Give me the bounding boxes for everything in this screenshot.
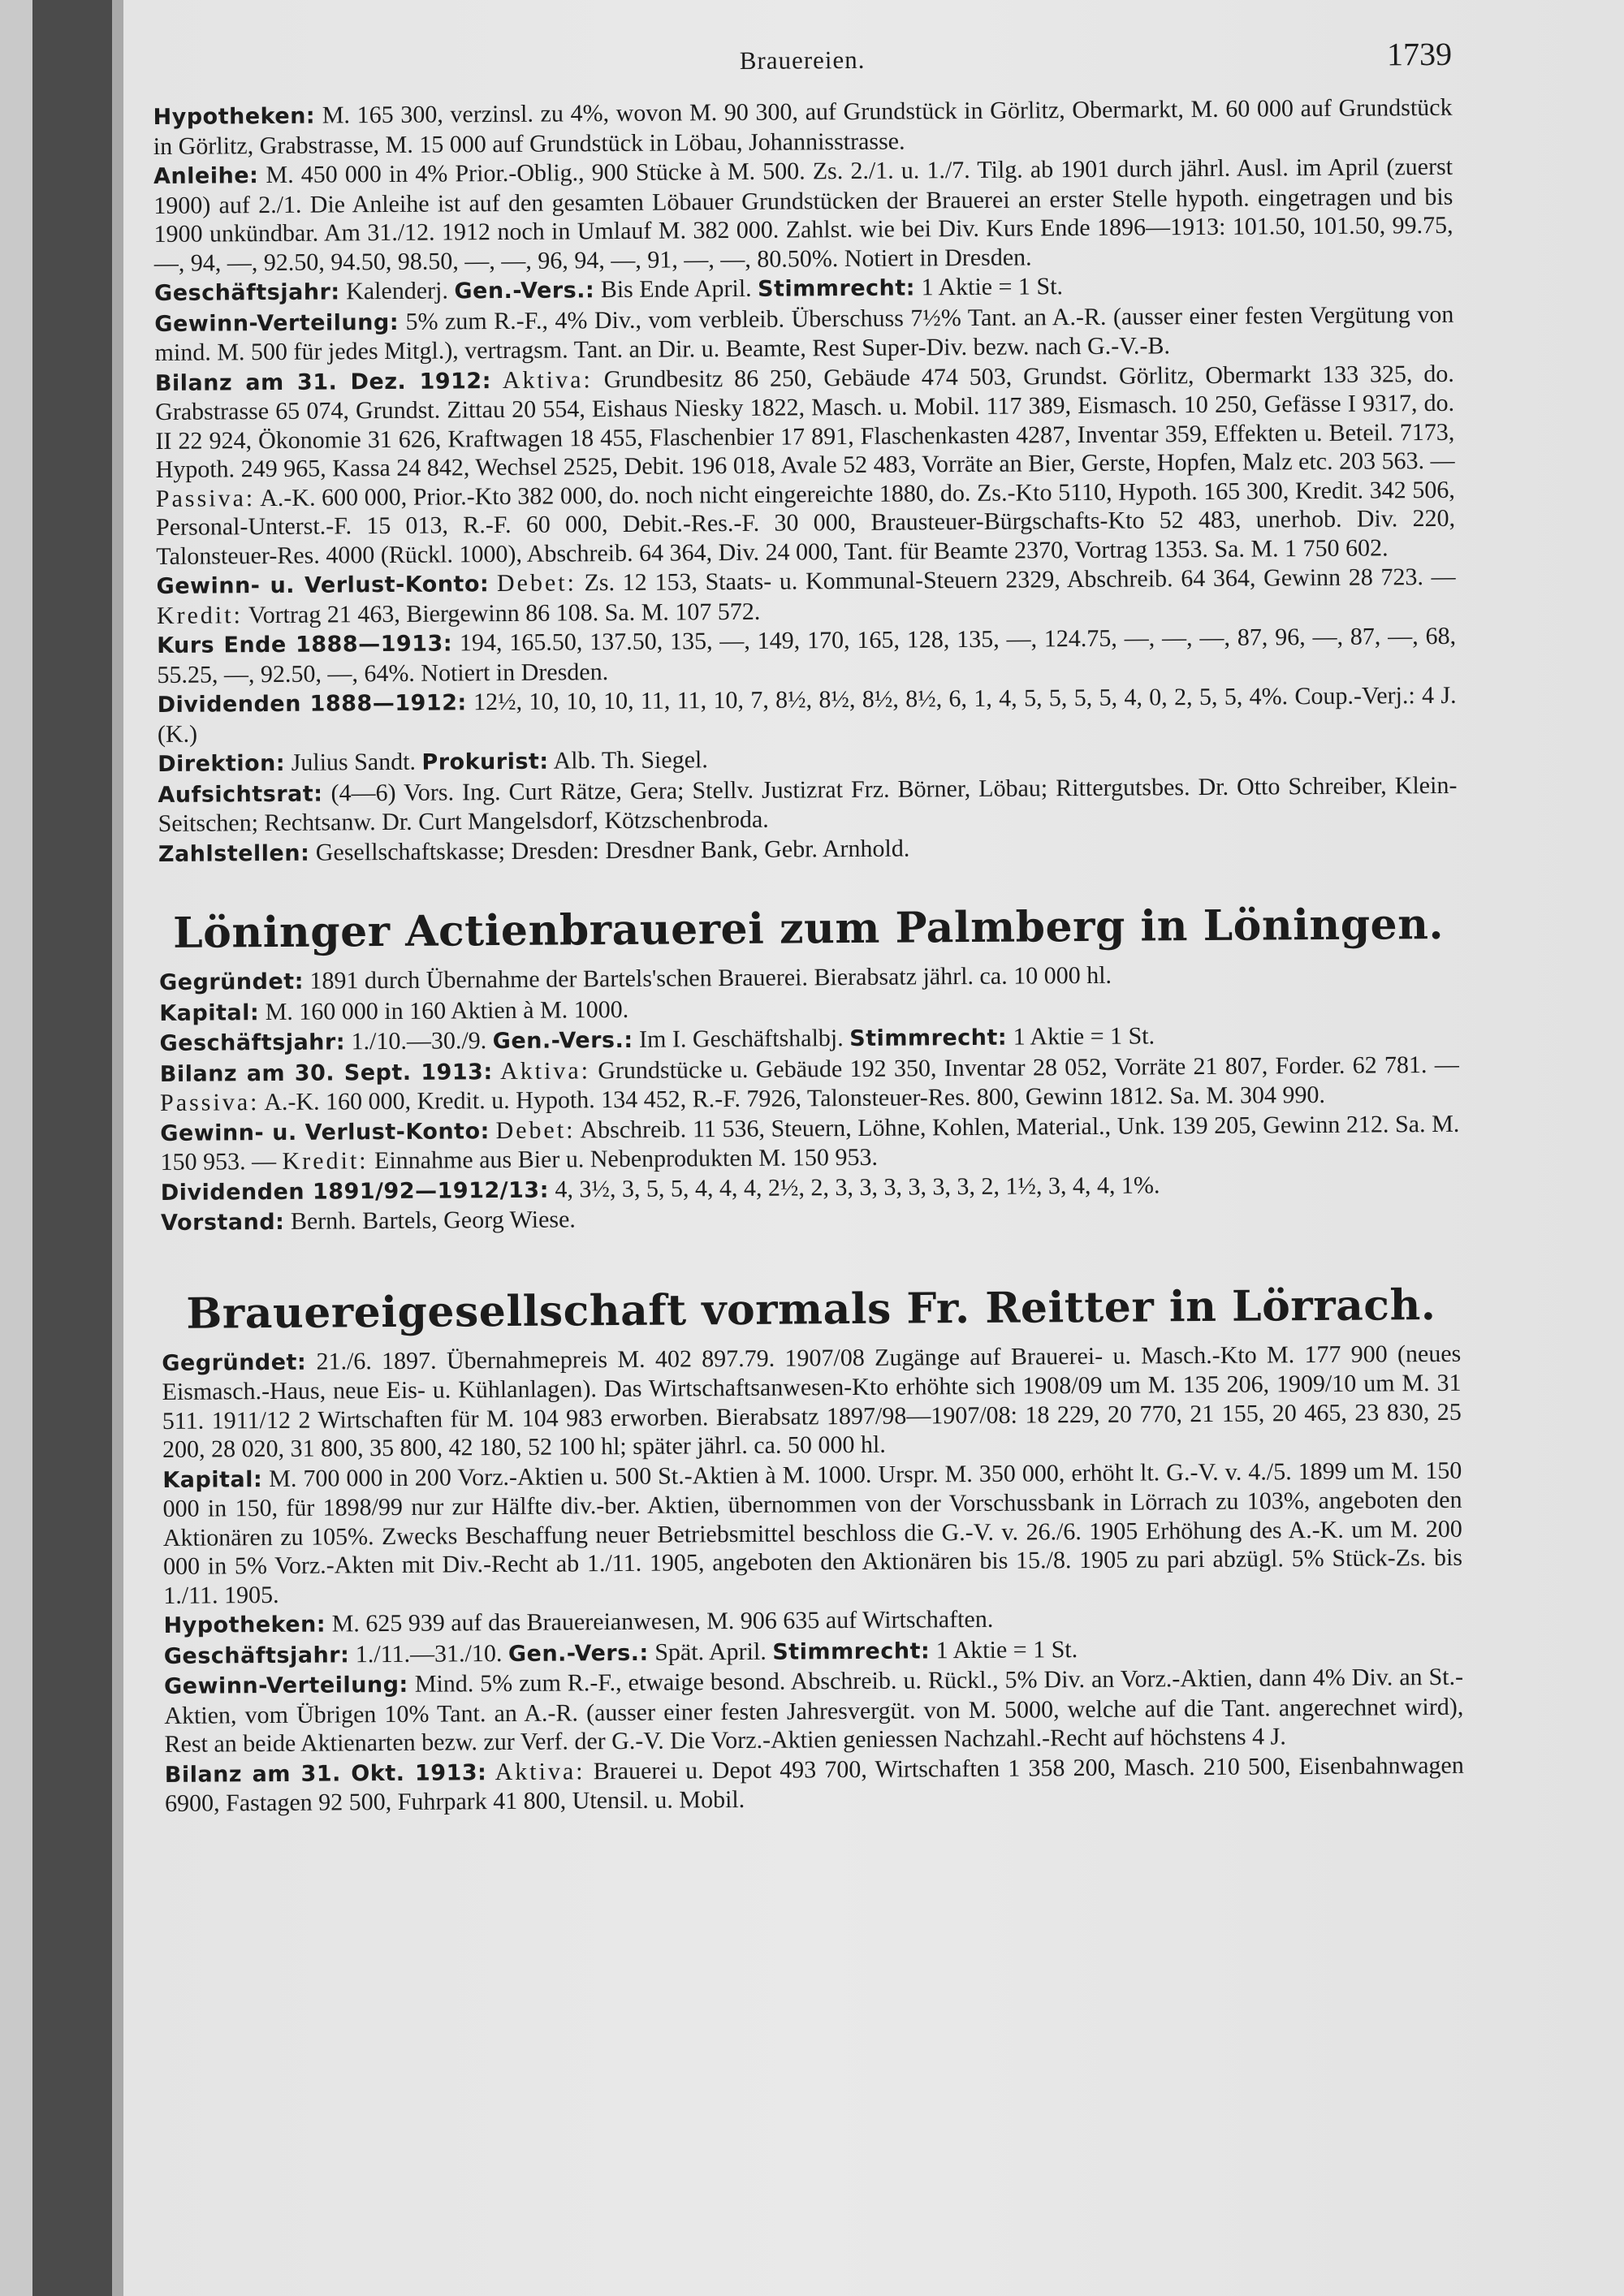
field-text: Im I. Geschäftshalbj. <box>638 1025 850 1053</box>
field-label: Gewinn- u. Verlust-Konto: <box>156 572 490 599</box>
section-keyword: Aktiva: <box>495 1757 585 1785</box>
field-text: (4—6) Vors. Ing. Curt Rätze, Gera; Stellv. Justizrat Frz. Börner, Löbau; Rittergutsbes. Dr. Otto Schreiber, Klein-Seitschen; Rechtsanw. Dr. Curt Mangelsdorf, Kötzschenbroda. <box>158 771 1458 837</box>
field-label: Aufsichtsrat: <box>158 781 323 808</box>
section-keyword: Passiva: <box>159 1089 260 1116</box>
entry-paragraph <box>164 1663 1464 1759</box>
field-text: 1./11.—31./10. <box>355 1639 509 1668</box>
field-label: Geschäftsjahr: <box>163 1642 350 1669</box>
entry-paragraph <box>160 1050 1459 1117</box>
field-label: Gegründet: <box>158 969 304 995</box>
field-label: Stimmrecht: <box>849 1025 1008 1052</box>
entry-paragraph <box>158 770 1457 838</box>
field-label: Bilanz am 31. Dez. 1912: <box>154 368 492 396</box>
field-text: 1 Aktie = 1 St. <box>935 1635 1078 1664</box>
field-text: 12½, 10, 10, 10, 11, 11, 10, 7, 8½, 8½, 8½, 8½, 6, 1, 4, 5, 5, 5, 5, 4, 0, 2, 5, 5, 4%. Coup.-Verj.: 4 J. (K.) <box>157 681 1457 748</box>
entry-paragraph <box>157 622 1456 689</box>
field-label: Vorstand: <box>160 1209 285 1236</box>
field-label: Hypotheken: <box>153 103 316 130</box>
field-label: Gen.-Vers.: <box>454 278 595 304</box>
field-text: M. 160 000 in 160 Aktien à M. 1000. <box>265 995 629 1025</box>
field-text: 21./6. 1897. Übernahmepreis M. 402 897.79. 1907/08 Zugänge auf Brauerei- u. Masch.-Kto M. 177 900 (neues Eismasch.-Haus, neue Eis- u. Kühlanlagen). Das Wirtschaftsanwesen-Kto erhöhte sich 1908/09 um M. 135 206, 1909/10 um M. 31 511. 1911/12 2 Wirtschaften für M. 104 983 erworben. Bierabsatz 1897/98—1907/08: 18 229, 20 770, 21 155, 20 465, 23 830, 25 200, 28 020, 31 800, 35 800, 42 180, 52 100 hl; später jährl. ca. 50 000 hl. <box>162 1340 1462 1463</box>
section-keyword: Debet: <box>495 1116 576 1144</box>
field-text: Grundbesitz 86 250, Gebäude 474 503, Grundst. Görlitz, Obermarkt 133 325, do. Grabstrasse 65 074, Grundst. Zittau 20 554, Eishaus Niesky 1822, Masch. u. Mobil. 117 389, Eismasch. 10 250, Gefässe I 9317, do. II 22 924, Ökonomie 31 626, Kraftwagen 18 455, Flaschenbier 17 891, Flaschenkasten 4287, Inventar 359, Effekten u. Beteil. 7173, Hypoth. 249 965, Kassa 24 842, Wechsel 2525, Debit. 196 018, Avale 52 483, Vorräte an Bier, Gerste, Hopfen, Malz etc. 203 563. — <box>155 360 1455 483</box>
section-keyword: Kredit: <box>156 601 243 629</box>
page-content <box>153 35 1464 1819</box>
field-text: 1./10.—30./9. <box>351 1027 493 1055</box>
section-keyword: Aktiva: <box>502 365 593 394</box>
section-keyword: Kredit: <box>282 1147 369 1175</box>
field-text: Grundstücke u. Gebäude 192 350, Inventar 28 052, Vorräte 21 807, Forder. 62 781. — <box>598 1051 1459 1084</box>
book-binding <box>32 0 112 2296</box>
field-label: Stimmrecht: <box>772 1638 931 1665</box>
field-label: Dividenden 1891/92—1912/13: <box>160 1177 550 1206</box>
field-text: Bernh. Bartels, Georg Wiese. <box>290 1206 576 1235</box>
field-text: Bis Ende April. <box>600 274 758 304</box>
field-text: Gesellschaftskasse; Dresden: Dresdner Bank, Gebr. Arnhold. <box>315 835 910 866</box>
company-title: Löninger Actienbrauerei zum Palmberg in Löningen. <box>172 899 1445 958</box>
field-text: Kalenderj. <box>346 277 455 305</box>
field-text: M. 450 000 in 4% Prior.-Oblig., 900 Stücke à M. 500. Zs. 2./1. u. 1./7. Tilg. ab 1901 durch jährl. Ausl. im April (zuerst 1900) auf 2./1. Die Anleihe ist auf den gesamten Löbauer Grundstücken der Brauerei an erster Stelle hypoth. eingetragen und bis 1900 unkündbar. Am 31./12. 1912 noch in Umlauf M. 382 000. Zahlst. wie bei Div. Kurs Ende 1896—1913: 101.50, 101.50, 99.75, —, 94, —, 92.50, 94.50, 98.50, —, —, 96, 94, —, 91, —, —, 80.50%. Notiert in Dresden. <box>153 153 1453 277</box>
field-label: Kurs Ende 1888—1913: <box>157 631 453 658</box>
field-text: Vortrag 21 463, Biergewinn 86 108. Sa. M. 107 572. <box>248 598 761 628</box>
field-label: Geschäftsjahr: <box>159 1029 346 1056</box>
binding-edge <box>112 0 123 2296</box>
field-label: Prokurist: <box>421 749 549 775</box>
running-head <box>153 35 1453 96</box>
field-label: Geschäftsjahr: <box>153 279 340 306</box>
page-number: 1739 <box>1386 35 1453 73</box>
field-label: Kapital: <box>159 999 260 1026</box>
field-text: 1 Aktie = 1 St. <box>1013 1022 1155 1051</box>
field-text: 5% zum R.-F., 4% Div., vom verbleib. Überschuss 7½% Tant. an A.-R. (ausser einer festen Vergütung von mind. M. 500 für jedes Mitgl.), vertragsm. Tant. an Dir. u. Beamte, Rest Super-Div. bezw. nach G.-V.-B. <box>154 300 1454 366</box>
field-label: Dividenden 1888—1912: <box>157 690 467 718</box>
field-label: Gen.-Vers.: <box>508 1640 649 1667</box>
field-label: Gewinn-Verteilung: <box>154 309 400 337</box>
field-text: Einnahme aus Bier u. Nebenprodukten M. 150 953. <box>374 1143 879 1175</box>
field-text: 4, 3½, 3, 5, 5, 4, 4, 4, 2½, 2, 3, 3, 3, 3, 3, 3, 2, 1½, 3, 4, 4, 1%. <box>555 1171 1160 1203</box>
field-label: Gewinn- u. Verlust-Konto: <box>160 1118 490 1146</box>
field-text: Alb. Th. Siegel. <box>553 746 708 775</box>
company-entry <box>153 93 1458 869</box>
company-title: Brauereigesellschaft vormals Fr. Reitter in Lörrach. <box>186 1280 1436 1339</box>
entry-paragraph <box>153 93 1452 161</box>
entry-paragraph <box>154 300 1453 367</box>
entry-paragraph <box>160 1109 1459 1176</box>
section-keyword: Debet: <box>496 569 577 598</box>
field-label: Bilanz am 31. Okt. 1913: <box>164 1759 487 1788</box>
field-label: Direktion: <box>158 750 286 777</box>
entry-paragraph <box>162 1456 1462 1610</box>
entry-paragraph <box>153 153 1453 278</box>
company-entries <box>153 93 1464 1819</box>
field-label: Bilanz am 30. Sept. 1913: <box>159 1059 493 1087</box>
field-label: Gegründet: <box>162 1349 307 1376</box>
field-text: Zs. 12 153, Staats- u. Kommunal-Steuern 2329, Abschreib. 64 364, Gewinn 28 723. — <box>584 563 1456 597</box>
field-label: Gewinn-Verteilung: <box>163 1672 408 1699</box>
field-text: A.-K. 600 000, Prior.-Kto 382 000, do. noch nicht eingereichte 1880, do. Zs.-Kto 5110, Hypoth. 165 300, Kredit. 342 506, Personal-Unterst.-F. 15 013, R.-F. 60 000, Debit.-Res.-F. 30 000, Brausteuer-Bürgschafts-Kto 52 483, unerhob. Div. 220, Talonsteuer-Res. 4000 (Rückl. 1000), Abschreib. 64 364, Div. 24 000, Tant. für Beamte 2370, Vortrag 1353. Sa. M. 1 750 602. <box>156 476 1456 570</box>
entry-paragraph <box>158 681 1457 749</box>
entry-paragraph <box>155 359 1456 571</box>
field-label: Gen.-Vers.: <box>492 1027 633 1055</box>
section-keyword: Passiva: <box>155 484 256 512</box>
field-text: 1891 durch Übernahme der Bartels'schen Brauerei. Bierabsatz jährl. ca. 10 000 hl. <box>309 961 1112 995</box>
field-label: Zahlstellen: <box>158 840 310 867</box>
facing-page-edge <box>0 0 32 2296</box>
field-text: A.-K. 160 000, Kredit. u. Hypoth. 134 452, R.-F. 7926, Talonsteuer-Res. 800, Gewinn 1812. Sa. M. 304 990. <box>264 1081 1326 1116</box>
field-text: M. 625 939 auf das Brauereianwesen, M. 906 635 auf Wirtschaften. <box>331 1605 994 1638</box>
field-label: Kapital: <box>162 1466 263 1493</box>
running-head-title: Brauereien. <box>739 45 866 75</box>
field-text: Spät. April. <box>654 1638 773 1666</box>
company-entry <box>162 1279 1465 1818</box>
field-text: Julius Sandt. <box>291 748 422 776</box>
field-text: M. 165 300, verzinsl. zu 4%, wovon M. 90 300, auf Grundstück in Görlitz, Obermarkt, M. 60 000 auf Grundstück in Görlitz, Grabstrasse, M. 15 000 auf Grundstück in Löbau, Johannisstrasse. <box>153 93 1453 160</box>
entry-paragraph <box>162 1339 1462 1464</box>
entry-paragraph <box>156 563 1455 630</box>
field-text: Mind. 5% zum R.-F., etwaige besond. Abschreib. u. Rückl., 5% Div. an Vorz.-Aktien, dann 4% Div. an St.-Aktien, vom Übrigen 10% Tant. an A.-R. (ausser einer festen Jahresvergüt. von M. 5000, welche auf die Tant. angerechnet wird), Rest an beide Aktienarten bezw. zur Verf. der G.-V. Die Vorz.-Aktien geniessen Nachzahl.-Recht auf höchstens 4 J. <box>164 1663 1464 1758</box>
field-label: Hypotheken: <box>163 1612 326 1638</box>
company-entry <box>158 899 1460 1238</box>
field-text: Abschreib. 11 536, Steuern, Löhne, Kohlen, Material., Unk. 139 205, Gewinn 212. Sa. M. 150 953. — <box>160 1110 1460 1176</box>
field-text: Brauerei u. Depot 493 700, Wirtschaften 1 358 200, Masch. 210 500, Eisenbahnwagen 6900, Fastagen 92 500, Fuhrpark 41 800, Utensil. u. Mobil. <box>164 1751 1464 1817</box>
field-label: Anleihe: <box>153 163 259 189</box>
entry-paragraph <box>165 1750 1464 1818</box>
field-label: Stimmrecht: <box>758 275 916 302</box>
section-keyword: Aktiva: <box>499 1056 591 1085</box>
field-text: 194, 165.50, 137.50, 135, —, 149, 170, 165, 128, 135, —, 124.75, —, —, —, 87, 96, —, 87, —, 68, 55.25, —, 92.50, —, 64%. Notiert in Dresden. <box>157 622 1457 688</box>
field-text: M. 700 000 in 200 Vorz.-Aktien u. 500 St.-Aktien à M. 1000. Urspr. M. 350 000, erhöht lt. G.-V. v. 4./5. 1899 um M. 150 000 in 150, für 1898/99 nur zur Hälfte div.-ber. Aktien, übernommen von der Vorschussbank in Lörrach zu 103%, angeboten den Aktionären zu 105%. Zwecks Beschaffung neuer Betriebsmittel beschloss die G.-V. v. 26./6. 1905 Erhöhung des A.-K. um M. 200 000 in 5% Vorz.-Akten mit Div.-Recht ab 1./11. 1905, angeboten den Aktionären bis 15./8. 1905 zu pari abzügl. 5% Stück-Zs. bis 1./11. 1905. <box>162 1457 1463 1609</box>
field-text: 1 Aktie = 1 St. <box>921 273 1064 301</box>
